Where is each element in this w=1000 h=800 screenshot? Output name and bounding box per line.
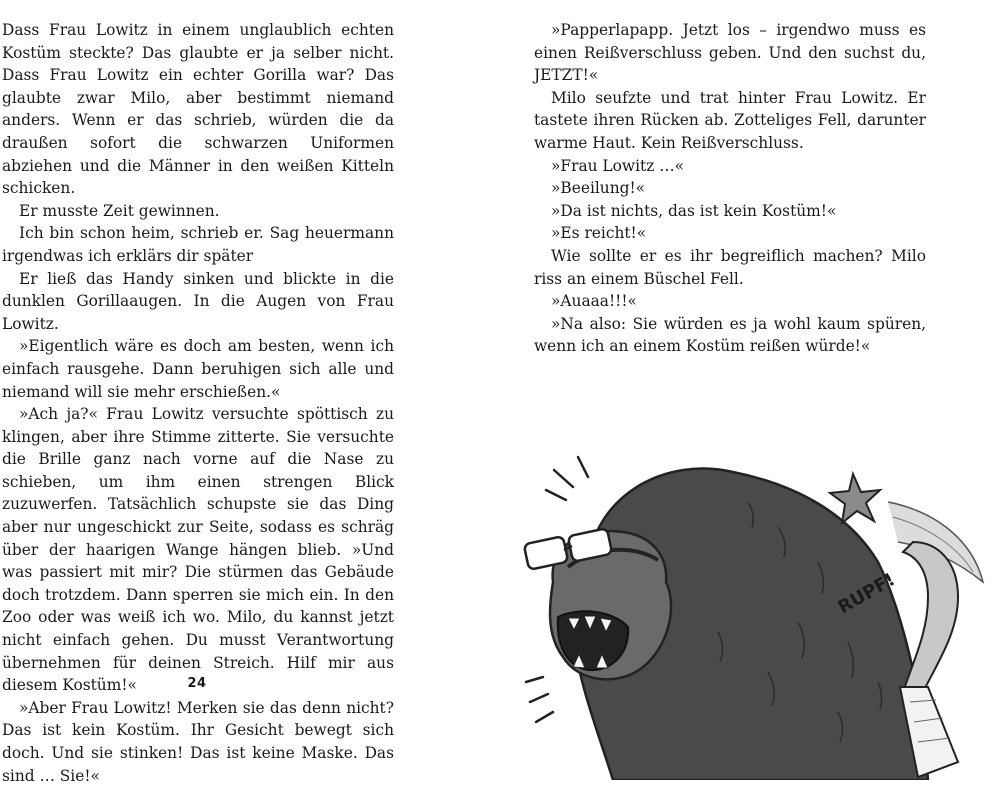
paragraph: »Ach ja?« Frau Lowitz versuchte spöttisch zu klingen, aber ihre Stimme zitterte. Sie versuchte die Brille ganz nach vorne auf die Nase zu schieben, um ihm einen strengen Blick zuzuwerfen. Tatsächlich schupste sie das Ding aber nur ungeschickt zur Seite, sodass es schräg über der haarigen Wange hängen blieb. »Und was passiert mit mir? Die stürmen das Gebäude doch trotzdem. Dann sperren sie mich ein. In den Zoo oder was weiß ich wo. Milo, du kannst jetzt nicht einfach gehen. Du musst Verantwortung übernehmen für deinen Streich. Hilf mir aus diesem Kostüm!«	[2, 405, 394, 695]
paragraph: Er ließ das Handy sinken und blickte in die dunklen Gorillaaugen. In die Augen von Frau Lowitz.	[2, 269, 394, 333]
sound-effect: RUPF!	[834, 569, 899, 619]
paragraph: »Na also: Sie würden es ja wohl kaum spüren, wenn ich an einem Kostüm reißen würde!«	[534, 314, 926, 356]
paragraph: »Papperlapapp. Jetzt los – irgendwo muss es einen Reißverschluss geben. Und den suchst du, JETZT!«	[534, 21, 926, 85]
paragraph: »Eigentlich wäre es doch am besten, wenn ich einfach rausgehe. Dann beruhigen sich alle und niemand will sie mehr erschießen.«	[2, 337, 394, 401]
paragraph: »Frau Lowitz …«	[551, 156, 685, 175]
right-page	[500, 0, 1000, 800]
paragraph: Er musste Zeit gewinnen.	[19, 201, 220, 220]
paragraph: Milo seufzte und trat hinter Frau Lowitz. Er tastete ihren Rücken ab. Zotteliges Fell, darunter warme Haut. Kein Reißverschluss.	[534, 88, 926, 152]
paragraph: »Aber Frau Lowitz! Merken sie das denn nicht? Das ist kein Kostüm. Ihr Gesicht bewegt sich doch. Und sie stinken! Das ist keine Maske. Das sind … Sie!«	[2, 698, 394, 785]
human-arm	[903, 542, 958, 692]
gorilla-drawing	[518, 432, 986, 780]
gorilla-illustration	[518, 432, 986, 780]
paragraph: »Beeilung!«	[551, 179, 646, 198]
paragraph: »Auaaa!!!«	[551, 292, 637, 311]
right-page-text	[534, 19, 926, 358]
paragraph: »Da ist nichts, das ist kein Kostüm!«	[551, 201, 837, 220]
paragraph: Dass Frau Lowitz in einem unglaublich echten Kostüm steckte? Das glaubte er ja selber nicht. Dass Frau Lowitz ein echter Gorilla war? Das glaubte zwar Milo, aber bestimmt niemand anders. Wenn er das schrieb, würden die da draußen sofort die schwarzen Uniformen abziehen und die Männer in den weißen Kitteln schicken.	[2, 21, 394, 198]
paragraph: »Es reicht!«	[551, 224, 647, 243]
page-number: 24	[187, 676, 207, 691]
paragraph: Wie sollte er es ihr begreiflich machen? Milo riss an einem Büschel Fell.	[534, 246, 926, 288]
paragraph: Ich bin schon heim, schrieb er. Sag heuermann irgendwas ich erklärs dir später	[2, 224, 394, 265]
left-page-text	[2, 19, 394, 787]
